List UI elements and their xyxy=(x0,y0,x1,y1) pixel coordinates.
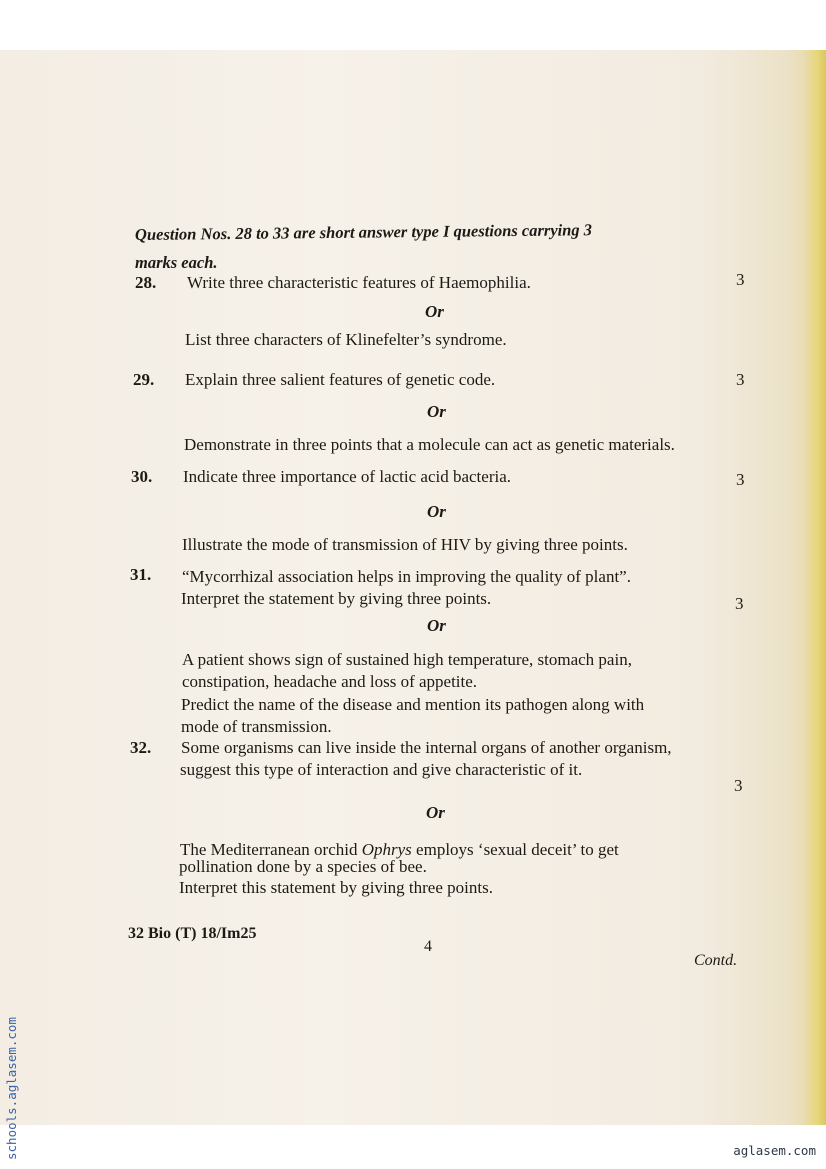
question-number: 31. xyxy=(130,565,152,584)
continued-label: Contd. xyxy=(694,952,738,969)
question-text: Explain three salient features of genetic code. xyxy=(185,370,496,389)
alternative-question-text-line-3: Interpret this statement by giving three points. xyxy=(179,878,493,897)
question-number: 30. xyxy=(131,467,153,486)
question-marks: 3 xyxy=(736,270,745,289)
alternative-question-text-line-2: constipation, headache and loss of appetite. xyxy=(182,672,478,691)
alternative-question-text: List three characters of Klinefelter’s syndrome. xyxy=(185,330,507,349)
question-marks: 3 xyxy=(734,776,743,795)
question-text-line-2: Interpret the statement by giving three points. xyxy=(181,589,492,608)
section-intro-line-1: Question Nos. 28 to 33 are short answer type I questions carrying 3 xyxy=(134,220,593,244)
question-marks: 3 xyxy=(736,370,745,389)
page-number: 4 xyxy=(424,938,432,955)
alternative-question-text: Illustrate the mode of transmission of HIV by giving three points. xyxy=(182,535,628,554)
question-marks: 3 xyxy=(736,470,745,489)
bottom-watermark: aglasem.com xyxy=(733,1143,816,1158)
paper-code: 32 Bio (T) 18/Im25 xyxy=(128,925,257,942)
or-label: Or xyxy=(426,803,445,822)
question-marks: 3 xyxy=(735,594,744,613)
alternative-question-text-line-1: The Mediterranean orchid Ophrys employs ‘sexual deceit’ to get xyxy=(180,840,619,859)
question-text-line-1: “Mycorrhizal association helps in improving the quality of plant”. xyxy=(182,567,631,586)
or-label: Or xyxy=(427,502,446,521)
question-text: Indicate three importance of lactic acid bacteria. xyxy=(183,467,512,486)
alternative-question-text: Demonstrate in three points that a molecule can act as genetic materials. xyxy=(184,435,675,454)
alternative-question-text-line-2: pollination done by a species of bee. xyxy=(179,857,427,876)
question-text-line-2: suggest this type of interaction and give characteristic of it. xyxy=(180,760,583,779)
question-number: 32. xyxy=(130,738,152,757)
or-label: Or xyxy=(425,302,444,321)
side-watermark: schools.aglasem.com xyxy=(4,1017,19,1160)
alternative-question-text-line-1: A patient shows sign of sustained high temperature, stomach pain, xyxy=(182,650,632,669)
section-intro-line-2: marks each. xyxy=(135,253,218,272)
scientific-name: Ophrys xyxy=(361,840,412,859)
alternative-question-text-line-3: Predict the name of the disease and mention its pathogen along with xyxy=(181,695,645,714)
alternative-question-text-line-4: mode of transmission. xyxy=(181,717,332,736)
question-text: Write three characteristic features of Haemophilia. xyxy=(187,273,531,292)
or-label: Or xyxy=(427,402,446,421)
question-number: 29. xyxy=(133,370,155,389)
question-text-line-1: Some organisms can live inside the internal organs of another organism, xyxy=(181,738,672,757)
or-label: Or xyxy=(427,616,446,635)
question-number: 28. xyxy=(135,273,157,292)
